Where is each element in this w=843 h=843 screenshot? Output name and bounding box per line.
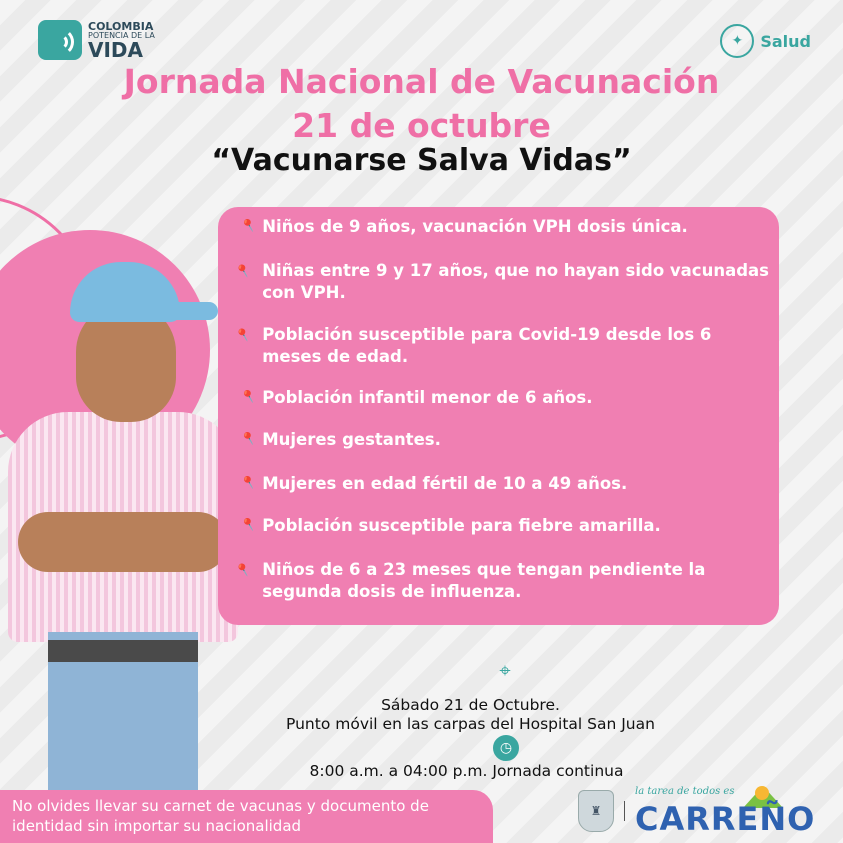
salud-logo — [720, 24, 811, 58]
carreno-wordmark: CARREÑO — [635, 800, 816, 838]
clock-icon: ◷ — [493, 735, 519, 761]
reminder-line2: identidad sin importar su nacionalidad — [12, 817, 302, 835]
slogan: “Vacunarse Salva Vidas” — [211, 143, 632, 178]
event-hours: 8:00 a.m. a 04:00 p.m. Jornada continua — [309, 762, 624, 780]
colombia-logo-icon — [38, 20, 82, 60]
municipal-crest-icon: ♜ — [578, 790, 614, 832]
logo-line1: COLOMBIA — [88, 19, 154, 33]
colombia-logo — [38, 20, 155, 60]
divider — [624, 801, 625, 821]
list-item: 📍 Niños de 9 años, vacunación VPH dosis única. — [242, 216, 769, 238]
list-item: 📍 Mujeres gestantes. — [242, 429, 769, 451]
pin-icon: 📍 — [239, 216, 261, 238]
list-item: 📍 Mujeres en edad fértil de 10 a 49 años. — [242, 473, 769, 495]
pin-icon: 📍 — [233, 560, 256, 582]
pin-icon: 📍 — [239, 473, 261, 495]
event-date: Sábado 21 de Octubre. — [381, 696, 560, 714]
footer-logos — [578, 786, 816, 838]
event-place: Punto móvil en las carpas del Hospital San Juan — [286, 715, 655, 733]
list-item: 📍 Niñas entre 9 y 17 años, que no hayan sido vacunadas con VPH. — [242, 260, 769, 304]
pin-icon: 📍 — [239, 515, 261, 537]
pin-icon: 📍 — [233, 261, 256, 283]
page-title-date: 21 de octubre — [292, 106, 551, 145]
list-item: 📍 Población susceptible para Covid-19 desde los 6 meses de edad. — [242, 324, 769, 368]
list-item: 📍 Población infantil menor de 6 años. — [242, 387, 769, 409]
pin-icon: 📍 — [233, 325, 256, 347]
child-photo — [8, 262, 248, 843]
logo-line3: VIDA — [88, 37, 143, 62]
eligibility-card — [218, 207, 779, 625]
salud-label: Salud — [760, 31, 811, 51]
location-icon: ⌖ — [499, 658, 511, 682]
page-title: Jornada Nacional de Vacunación — [123, 62, 720, 101]
reminder-banner — [0, 790, 493, 843]
pin-icon: 📍 — [239, 387, 261, 409]
reminder-line1: No olvides llevar su carnet de vacunas y documento de — [12, 797, 429, 815]
carreno-logo — [635, 786, 816, 838]
pin-icon: 📍 — [239, 429, 261, 451]
carreno-tagline: la tarea de todos es — [635, 786, 735, 797]
logo-line2: POTENCIA DE LA — [88, 30, 155, 40]
list-item: 📍 Niños de 6 a 23 meses que tengan pendiente la segunda dosis de influenza. — [242, 559, 769, 603]
shield-icon: ✦ — [720, 24, 754, 58]
list-item: 📍 Población susceptible para fiebre amarilla. — [242, 515, 769, 537]
